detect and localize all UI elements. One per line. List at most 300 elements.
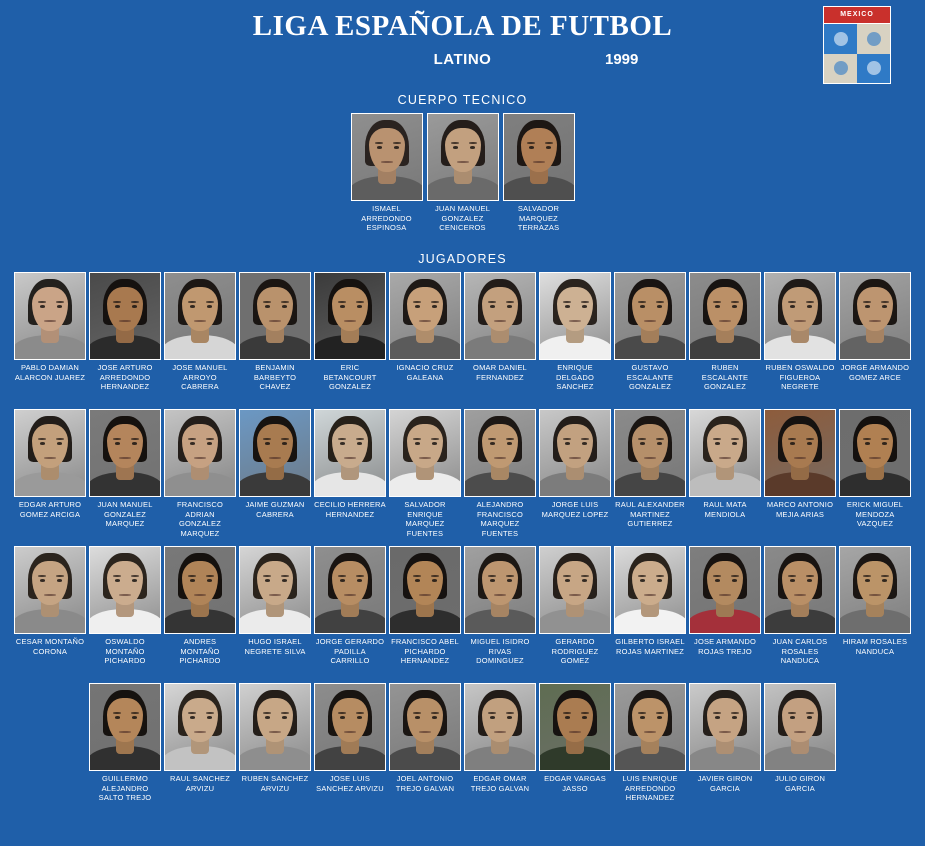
player-card xyxy=(314,683,386,816)
portrait-eye-right xyxy=(132,442,137,445)
portrait-eye-right xyxy=(507,579,512,582)
portrait-photo xyxy=(89,272,161,360)
portrait-brow-right xyxy=(281,575,289,577)
portrait-photo xyxy=(314,546,386,634)
portrait-mouth xyxy=(44,594,56,596)
portrait-eye-right xyxy=(282,716,287,719)
portrait-brow-right xyxy=(56,575,64,577)
portrait-eye-right xyxy=(470,146,475,149)
portrait-brow-left xyxy=(563,438,571,440)
player-card xyxy=(89,272,161,405)
portrait-eye-right xyxy=(657,442,662,445)
player-card xyxy=(89,546,161,679)
player-name: JORGE GERARDO PADILLA CARRILLO xyxy=(315,637,385,665)
player-name: JOEL ANTONIO TREJO GALVAN xyxy=(395,774,455,793)
portrait-eye-right xyxy=(132,716,137,719)
staff-row xyxy=(0,113,925,234)
player-card xyxy=(614,409,686,542)
portrait-mouth xyxy=(869,457,881,459)
player-card xyxy=(764,546,836,679)
portrait-brow-right xyxy=(506,575,514,577)
portrait-brow-right xyxy=(431,438,439,440)
player-name: EDGAR OMAR TREJO GALVAN xyxy=(470,774,530,793)
portrait-brow-left xyxy=(527,142,535,144)
portrait-brow-left xyxy=(563,301,571,303)
portrait-eye-left xyxy=(265,579,270,582)
player-card xyxy=(464,546,536,679)
portrait-photo xyxy=(614,272,686,360)
players-section-heading: JUGADORES xyxy=(418,252,507,266)
portrait-photo xyxy=(89,683,161,771)
crest-quarter-3 xyxy=(824,54,857,84)
player-name: GILBERTO ISRAEL ROJAS MARTINEZ xyxy=(615,637,685,656)
player-card xyxy=(689,272,761,405)
portrait-brow-left xyxy=(338,301,346,303)
portrait-photo xyxy=(539,409,611,497)
portrait-eye-left xyxy=(415,579,420,582)
portrait-photo xyxy=(764,272,836,360)
portrait-brow-right xyxy=(356,438,364,440)
portrait-eye-left xyxy=(565,442,570,445)
portrait-brow-right xyxy=(731,438,739,440)
portrait-brow-left xyxy=(338,575,346,577)
portrait-brow-left xyxy=(638,438,646,440)
player-card xyxy=(164,683,236,816)
portrait-brow-left xyxy=(638,575,646,577)
portrait-photo xyxy=(839,546,911,634)
portrait-photo xyxy=(164,683,236,771)
portrait-brow-left xyxy=(188,712,196,714)
portrait-brow-right xyxy=(806,712,814,714)
portrait-brow-right xyxy=(431,575,439,577)
portrait-eye-right xyxy=(394,146,399,149)
portrait-photo xyxy=(689,546,761,634)
portrait-brow-left xyxy=(713,301,721,303)
portrait-brow-right xyxy=(881,575,889,577)
portrait-eye-right xyxy=(57,579,62,582)
portrait-brow-right xyxy=(545,142,553,144)
portrait-brow-right xyxy=(469,142,477,144)
portrait-eye-right xyxy=(582,579,587,582)
portrait-photo xyxy=(89,546,161,634)
player-card xyxy=(14,409,86,542)
portrait-mouth xyxy=(644,457,656,459)
portrait-brow-right xyxy=(656,301,664,303)
portrait-photo xyxy=(464,409,536,497)
portrait-brow-right xyxy=(656,438,664,440)
player-card xyxy=(89,409,161,542)
portrait-photo xyxy=(389,409,461,497)
crest-label: MEXICO xyxy=(823,6,891,24)
staff-name: SALVADOR MARQUEZ TERRAZAS xyxy=(517,204,560,232)
portrait-eye-left xyxy=(640,442,645,445)
portrait-mouth xyxy=(869,594,881,596)
portrait-eye-left xyxy=(640,579,645,582)
player-card xyxy=(239,683,311,816)
portrait-mouth xyxy=(44,320,56,322)
portrait-mouth xyxy=(269,457,281,459)
portrait-brow-left xyxy=(413,712,421,714)
portrait-brow-left xyxy=(713,712,721,714)
player-name: JOSE ARTURO ARREDONDO HERNANDEZ xyxy=(97,363,153,391)
portrait-eye-left xyxy=(715,305,720,308)
portrait-brow-right xyxy=(131,438,139,440)
portrait-eye-right xyxy=(732,442,737,445)
portrait-eye-left xyxy=(190,305,195,308)
portrait-photo xyxy=(389,683,461,771)
portrait-mouth xyxy=(457,161,469,163)
portrait-eye-left xyxy=(190,716,195,719)
player-name: RUBEN OSWALDO FIGUEROA NEGRETE xyxy=(765,363,835,391)
player-card xyxy=(689,683,761,816)
portrait-mouth xyxy=(719,457,731,459)
portrait-eye-right xyxy=(807,442,812,445)
portrait-brow-right xyxy=(356,712,364,714)
portrait-brow-right xyxy=(131,575,139,577)
portrait-eye-left xyxy=(865,305,870,308)
portrait-brow-left xyxy=(188,575,196,577)
portrait-eye-right xyxy=(357,442,362,445)
portrait-photo xyxy=(314,409,386,497)
portrait-brow-right xyxy=(206,575,214,577)
portrait-eye-right xyxy=(546,146,551,149)
player-name: RAUL MATA MENDIOLA xyxy=(703,500,747,519)
player-name: ERICK MIGUEL MENDOZA VAZQUEZ xyxy=(846,500,904,528)
portrait-photo xyxy=(614,546,686,634)
player-name: GUILLERMO ALEJANDRO SALTO TREJO xyxy=(98,774,152,802)
portrait-photo xyxy=(539,546,611,634)
portrait-mouth xyxy=(344,320,356,322)
portrait-eye-right xyxy=(432,579,437,582)
player-card xyxy=(464,272,536,405)
crest-quarter-2 xyxy=(857,24,890,54)
player-name: ENRIQUE DELGADO SANCHEZ xyxy=(555,363,595,391)
portrait-mouth xyxy=(269,594,281,596)
player-card xyxy=(14,546,86,679)
player-card xyxy=(164,409,236,542)
portrait-photo xyxy=(503,113,575,201)
staff-card xyxy=(351,113,423,234)
portrait-eye-left xyxy=(529,146,534,149)
portrait-brow-right xyxy=(581,712,589,714)
portrait-eye-right xyxy=(207,305,212,308)
league-subtitle: LATINO xyxy=(433,51,492,68)
portrait-eye-right xyxy=(282,442,287,445)
portrait-mouth xyxy=(644,731,656,733)
portrait-photo xyxy=(427,113,499,201)
player-card xyxy=(839,546,911,679)
portrait-mouth xyxy=(719,731,731,733)
portrait-brow-right xyxy=(581,301,589,303)
portrait-brow-left xyxy=(638,301,646,303)
player-name: ERIC BETANCOURT GONZALEZ xyxy=(323,363,377,391)
portrait-mouth xyxy=(794,594,806,596)
portrait-brow-left xyxy=(413,301,421,303)
portrait-brow-right xyxy=(731,301,739,303)
portrait-brow-right xyxy=(731,575,739,577)
crest-quarter-1 xyxy=(824,24,857,54)
portrait-eye-left xyxy=(115,305,120,308)
portrait-brow-right xyxy=(656,712,664,714)
season-year: 1999 xyxy=(605,51,639,68)
portrait-eye-left xyxy=(640,716,645,719)
portrait-photo xyxy=(389,272,461,360)
portrait-eye-left xyxy=(453,146,458,149)
portrait-brow-left xyxy=(638,712,646,714)
portrait-photo xyxy=(389,546,461,634)
player-name: JAVIER GIRON GARCIA xyxy=(697,774,753,793)
portrait-eye-right xyxy=(132,579,137,582)
crest-mark-2 xyxy=(867,32,881,46)
player-name: ANDRES MONTAÑO PICHARDO xyxy=(179,637,221,665)
player-card xyxy=(614,546,686,679)
crest-mark-3 xyxy=(834,61,848,75)
player-name: OSWALDO MONTAÑO PICHARDO xyxy=(104,637,146,665)
portrait-brow-left xyxy=(788,301,796,303)
mexico-crest-icon xyxy=(823,6,891,84)
portrait-photo xyxy=(689,272,761,360)
player-card xyxy=(314,272,386,405)
portrait-eye-left xyxy=(415,305,420,308)
portrait-mouth xyxy=(794,320,806,322)
portrait-brow-right xyxy=(281,712,289,714)
portrait-brow-left xyxy=(788,712,796,714)
portrait-eye-right xyxy=(357,579,362,582)
player-card xyxy=(689,546,761,679)
portrait-photo xyxy=(89,409,161,497)
portrait-eye-right xyxy=(882,305,887,308)
portrait-photo xyxy=(464,272,536,360)
portrait-eye-right xyxy=(732,579,737,582)
portrait-mouth xyxy=(44,457,56,459)
player-card xyxy=(539,409,611,542)
portrait-photo xyxy=(239,272,311,360)
portrait-eye-left xyxy=(40,442,45,445)
portrait-mouth xyxy=(644,594,656,596)
player-card xyxy=(314,409,386,542)
portrait-eye-right xyxy=(432,716,437,719)
player-card xyxy=(314,546,386,679)
portrait-mouth xyxy=(381,161,393,163)
portrait-eye-right xyxy=(882,442,887,445)
portrait-eye-right xyxy=(207,579,212,582)
player-card xyxy=(164,272,236,405)
portrait-photo xyxy=(539,683,611,771)
portrait-brow-right xyxy=(431,712,439,714)
staff-card xyxy=(427,113,499,234)
portrait-eye-right xyxy=(657,305,662,308)
portrait-brow-left xyxy=(563,575,571,577)
portrait-brow-right xyxy=(806,575,814,577)
portrait-eye-right xyxy=(57,442,62,445)
portrait-eye-left xyxy=(565,579,570,582)
portrait-photo xyxy=(164,409,236,497)
player-card xyxy=(614,683,686,816)
portrait-photo xyxy=(164,272,236,360)
portrait-eye-right xyxy=(432,305,437,308)
portrait-eye-right xyxy=(882,579,887,582)
staff-card xyxy=(503,113,575,234)
player-name: LUIS ENRIQUE ARREDONDO HERNANDEZ xyxy=(622,774,678,802)
portrait-photo xyxy=(839,409,911,497)
player-card xyxy=(89,683,161,816)
portrait-mouth xyxy=(719,320,731,322)
portrait-eye-left xyxy=(265,442,270,445)
portrait-eye-left xyxy=(865,442,870,445)
portrait-brow-right xyxy=(206,438,214,440)
portrait-brow-right xyxy=(131,301,139,303)
portrait-eye-left xyxy=(115,442,120,445)
portrait-eye-left xyxy=(790,579,795,582)
portrait-mouth xyxy=(419,731,431,733)
portrait-photo xyxy=(239,546,311,634)
portrait-brow-right xyxy=(131,712,139,714)
portrait-eye-right xyxy=(807,305,812,308)
portrait-eye-right xyxy=(357,716,362,719)
portrait-mouth xyxy=(119,731,131,733)
portrait-photo xyxy=(764,546,836,634)
portrait-eye-left xyxy=(790,442,795,445)
player-name: PABLO DAMIAN ALARCON JUAREZ xyxy=(14,363,86,382)
portrait-mouth xyxy=(194,320,206,322)
portrait-photo xyxy=(689,409,761,497)
portrait-eye-left xyxy=(490,442,495,445)
portrait-mouth xyxy=(194,457,206,459)
player-name: RAUL ALEXANDER MARTINEZ GUTIERREZ xyxy=(615,500,685,528)
player-name: SALVADOR ENRIQUE MARQUEZ FUENTES xyxy=(404,500,446,538)
portrait-brow-right xyxy=(206,301,214,303)
players-grid xyxy=(0,272,925,816)
portrait-brow-left xyxy=(488,712,496,714)
player-card xyxy=(764,409,836,542)
portrait-brow-left xyxy=(263,438,271,440)
portrait-eye-left xyxy=(190,442,195,445)
portrait-eye-right xyxy=(282,579,287,582)
portrait-brow-right xyxy=(581,438,589,440)
portrait-mouth xyxy=(119,457,131,459)
portrait-eye-left xyxy=(340,579,345,582)
player-name: JOSE MANUEL ARROYO CABRERA xyxy=(172,363,228,391)
player-card xyxy=(764,683,836,816)
portrait-eye-left xyxy=(115,716,120,719)
portrait-brow-left xyxy=(488,301,496,303)
player-name: JORGE LUIS MARQUEZ LOPEZ xyxy=(541,500,609,519)
portrait-brow-right xyxy=(581,575,589,577)
portrait-eye-left xyxy=(490,716,495,719)
portrait-brow-right xyxy=(393,142,401,144)
portrait-brow-right xyxy=(281,438,289,440)
portrait-brow-left xyxy=(188,301,196,303)
player-card xyxy=(389,409,461,542)
player-name: OMAR DANIEL FERNANDEZ xyxy=(473,363,527,382)
portrait-photo xyxy=(239,683,311,771)
portrait-mouth xyxy=(119,594,131,596)
portrait-photo xyxy=(464,683,536,771)
player-name: JOSE LUIS SANCHEZ ARVIZU xyxy=(316,774,384,793)
crest-mark-4 xyxy=(867,61,881,75)
player-name: HIRAM ROSALES NANDUCA xyxy=(842,637,908,656)
staff-name: JUAN MANUEL GONZALEZ CENICEROS xyxy=(434,204,491,232)
player-name: RUBEN ESCALANTE GONZALEZ xyxy=(701,363,749,391)
crest-body xyxy=(823,24,891,84)
player-name: MARCO ANTONIO MEJIA ARIAS xyxy=(766,500,834,519)
portrait-eye-left xyxy=(715,442,720,445)
portrait-eye-right xyxy=(807,579,812,582)
portrait-eye-right xyxy=(732,716,737,719)
crest-mark-1 xyxy=(834,32,848,46)
portrait-eye-right xyxy=(657,716,662,719)
player-card xyxy=(764,272,836,405)
player-name: RUBEN SANCHEZ ARVIZU xyxy=(241,774,309,793)
portrait-brow-left xyxy=(375,142,383,144)
portrait-brow-left xyxy=(451,142,459,144)
portrait-eye-right xyxy=(57,305,62,308)
portrait-brow-left xyxy=(488,575,496,577)
portrait-eye-right xyxy=(507,442,512,445)
portrait-brow-left xyxy=(113,712,121,714)
portrait-brow-right xyxy=(881,301,889,303)
portrait-brow-right xyxy=(206,712,214,714)
player-card xyxy=(839,409,911,542)
player-name: CESAR MONTAÑO CORONA xyxy=(15,637,85,656)
portrait-brow-left xyxy=(413,438,421,440)
player-name: ALEJANDRO FRANCISCO MARQUEZ FUENTES xyxy=(476,500,524,538)
portrait-mouth xyxy=(533,161,545,163)
portrait-mouth xyxy=(569,594,581,596)
portrait-photo xyxy=(314,683,386,771)
player-name: JAIME GUZMAN CABRERA xyxy=(245,500,305,519)
portrait-photo xyxy=(764,409,836,497)
portrait-brow-left xyxy=(263,301,271,303)
portrait-mouth xyxy=(344,457,356,459)
portrait-photo xyxy=(614,683,686,771)
portrait-brow-left xyxy=(863,438,871,440)
player-card xyxy=(464,683,536,816)
portrait-eye-right xyxy=(507,305,512,308)
player-name: MIGUEL ISIDRO RIVAS DOMINGUEZ xyxy=(470,637,530,665)
portrait-photo xyxy=(839,272,911,360)
portrait-photo xyxy=(614,409,686,497)
player-name: CECILIO HERRERA HERNANDEZ xyxy=(314,500,386,519)
portrait-brow-left xyxy=(863,301,871,303)
portrait-photo xyxy=(464,546,536,634)
subtitle-row xyxy=(0,51,925,81)
player-name: GUSTAVO ESCALANTE GONZALEZ xyxy=(626,363,674,391)
portrait-mouth xyxy=(569,731,581,733)
portrait-eye-left xyxy=(565,305,570,308)
portrait-mouth xyxy=(419,594,431,596)
portrait-brow-left xyxy=(713,438,721,440)
player-card xyxy=(389,272,461,405)
portrait-photo xyxy=(539,272,611,360)
player-name: JORGE ARMANDO GOMEZ ARCE xyxy=(840,363,910,382)
portrait-eye-right xyxy=(132,305,137,308)
player-card xyxy=(539,546,611,679)
portrait-photo xyxy=(689,683,761,771)
portrait-photo xyxy=(14,546,86,634)
portrait-eye-left xyxy=(377,146,382,149)
portrait-eye-left xyxy=(790,305,795,308)
portrait-brow-left xyxy=(713,575,721,577)
player-card xyxy=(14,272,86,405)
portrait-photo xyxy=(764,683,836,771)
portrait-eye-left xyxy=(790,716,795,719)
portrait-brow-left xyxy=(788,438,796,440)
player-card xyxy=(689,409,761,542)
portrait-mouth xyxy=(119,320,131,322)
portrait-eye-left xyxy=(865,579,870,582)
portrait-mouth xyxy=(494,320,506,322)
